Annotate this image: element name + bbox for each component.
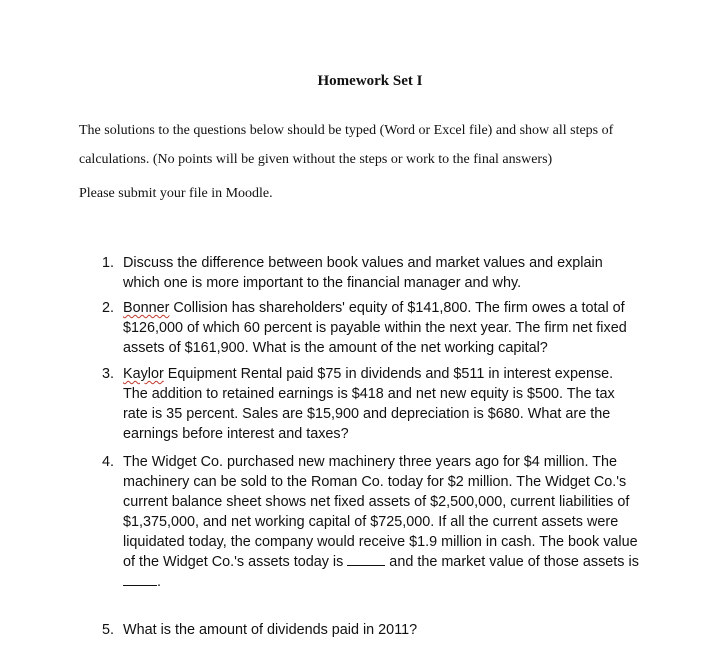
question-3-line-1-text: Equipment Rental paid $75 in dividends and $511 in interest expense.	[163, 366, 614, 382]
question-3-line-2: The addition to retained earnings is $418 and net new equity is $500. The tax	[123, 386, 615, 402]
question-4-line-7	[123, 574, 161, 590]
question-3-number: 3.	[102, 366, 115, 382]
question-1-line-1: Discuss the difference between book values and market values and explain	[123, 255, 603, 271]
question-3-line-1	[123, 366, 613, 382]
question-4-line-3: current balance sheet shows net fixed assets of $2,500,000, current liabilities of	[123, 494, 630, 510]
question-5-line-1: What is the amount of dividends paid in 2011?	[123, 622, 418, 638]
question-4-line-1: The Widget Co. purchased new machinery three years ago for $4 million. The	[123, 454, 618, 470]
question-2-line-3: assets of $161,900. What is the amount of the net working capital?	[123, 340, 548, 356]
question-4-line-4: $1,375,000, and net working capital of $725,000. If all the current assets were	[123, 514, 619, 530]
question-2-number: 2.	[102, 300, 115, 316]
misspelled-word-kaylor[interactable]: Kaylor	[123, 366, 164, 382]
question-4-number: 4.	[102, 454, 115, 470]
intro-line-1: The solutions to the questions below should be typed (Word or Excel file) and show all steps of	[79, 123, 614, 138]
question-4-line-2: machinery can be sold to the Roman Co. today for $2 million. The Widget Co.'s	[123, 474, 627, 490]
question-1-number: 1.	[102, 255, 115, 271]
answer-blank-market-value	[123, 575, 157, 586]
question-5-number: 5.	[102, 622, 115, 638]
question-3-line-4: earnings before interest and taxes?	[123, 426, 349, 442]
intro-line-2: calculations. (No points will be given without the steps or work to the final answers)	[79, 152, 553, 167]
intro-line-3: Please submit your file in Moodle.	[79, 186, 273, 201]
question-4-line-5: liquidated today, the company would receive $1.9 million in cash. The book value	[123, 534, 638, 550]
question-4-line-6-before: of the Widget Co.'s assets today is	[123, 554, 348, 570]
answer-blank-book-value	[347, 555, 385, 566]
question-2-line-1	[123, 300, 625, 316]
question-1-line-2: which one is more important to the financial manager and why.	[123, 275, 522, 291]
question-4-line-6-after: and the market value of those assets is	[385, 554, 639, 570]
question-2-line-1-text: Collision has shareholders' equity of $141,800. The firm owes a total of	[169, 300, 625, 316]
question-2-line-2: $126,000 of which 60 percent is payable within the next year. The firm net fixed	[123, 320, 627, 336]
misspelled-word-bonner[interactable]: Bonner	[123, 300, 170, 316]
question-4-line-6	[123, 554, 639, 570]
question-3-line-3: rate is 35 percent. Sales are $15,900 and depreciation is $680. What are the	[123, 406, 611, 422]
question-4-line-7-end: .	[157, 574, 161, 590]
document-title: Homework Set I	[317, 73, 423, 89]
